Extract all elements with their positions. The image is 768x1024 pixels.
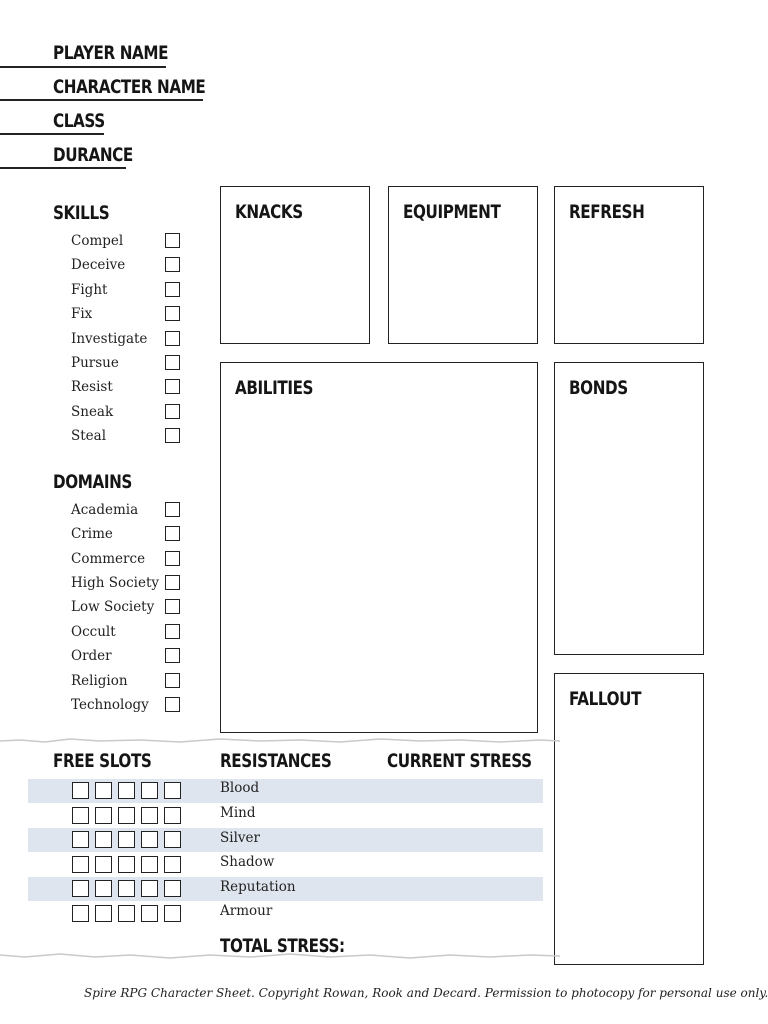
skill-checkbox[interactable]: [165, 355, 180, 370]
abilities-heading: ABILITIES: [235, 377, 314, 399]
domain-checkbox[interactable]: [165, 624, 180, 639]
domain-label: Technology: [71, 697, 149, 713]
domains-heading: DOMAINS: [53, 471, 132, 493]
domain-label: Religion: [71, 673, 128, 689]
domain-label: Academia: [71, 502, 139, 518]
current-stress-heading: CURRENT STRESS: [387, 750, 532, 772]
resistance-label: Shadow: [220, 854, 275, 870]
free-slot-box[interactable]: [141, 807, 158, 824]
fallout-panel[interactable]: [554, 673, 704, 965]
skill-checkbox[interactable]: [165, 331, 180, 346]
domain-checkbox[interactable]: [165, 697, 180, 712]
free-slot-box[interactable]: [164, 856, 181, 873]
refresh-heading: REFRESH: [569, 201, 645, 223]
abilities-panel[interactable]: [220, 362, 538, 733]
knacks-panel[interactable]: [220, 186, 370, 344]
skill-label: Pursue: [71, 355, 119, 371]
domain-checkbox[interactable]: [165, 648, 180, 663]
resistance-label: Mind: [220, 805, 256, 821]
free-slot-box[interactable]: [141, 905, 158, 922]
free-slot-box[interactable]: [164, 831, 181, 848]
skill-checkbox[interactable]: [165, 428, 180, 443]
player-name-label: PLAYER NAME: [53, 42, 169, 64]
domain-label: Occult: [71, 624, 116, 640]
fallout-heading: FALLOUT: [569, 688, 642, 710]
total-stress-label: TOTAL STRESS:: [220, 935, 345, 957]
bonds-panel[interactable]: [554, 362, 704, 655]
resistance-label: Armour: [220, 903, 273, 919]
skill-label: Compel: [71, 233, 124, 249]
player-name-field[interactable]: [0, 66, 166, 68]
skill-checkbox[interactable]: [165, 257, 180, 272]
free-slot-box[interactable]: [118, 831, 135, 848]
free-slot-box[interactable]: [72, 905, 89, 922]
domain-label: Commerce: [71, 551, 146, 567]
free-slot-box[interactable]: [118, 905, 135, 922]
skill-checkbox[interactable]: [165, 233, 180, 248]
durance-field[interactable]: [0, 167, 126, 169]
equipment-heading: EQUIPMENT: [403, 201, 501, 223]
skill-label: Fight: [71, 282, 108, 298]
skill-label: Deceive: [71, 257, 126, 273]
character-name-field[interactable]: [0, 99, 203, 101]
skill-label: Steal: [71, 428, 107, 444]
domain-label: Low Society: [71, 599, 155, 615]
domain-checkbox[interactable]: [165, 551, 180, 566]
class-field[interactable]: [0, 133, 104, 135]
free-slot-box[interactable]: [164, 905, 181, 922]
free-slot-box[interactable]: [72, 831, 89, 848]
free-slot-box[interactable]: [72, 782, 89, 799]
domain-checkbox[interactable]: [165, 599, 180, 614]
resistance-label: Blood: [220, 780, 260, 796]
free-slot-box[interactable]: [164, 782, 181, 799]
domain-label: Order: [71, 648, 112, 664]
skill-label: Sneak: [71, 404, 114, 420]
free-slot-box[interactable]: [95, 880, 112, 897]
domain-checkbox[interactable]: [165, 673, 180, 688]
resistance-label: Silver: [220, 830, 260, 846]
skill-checkbox[interactable]: [165, 306, 180, 321]
bonds-heading: BONDS: [569, 377, 628, 399]
skill-label: Investigate: [71, 331, 148, 347]
skill-checkbox[interactable]: [165, 282, 180, 297]
free-slot-box[interactable]: [118, 807, 135, 824]
torn-edge-top: [0, 736, 560, 744]
skills-heading: SKILLS: [53, 202, 110, 224]
skill-label: Fix: [71, 306, 93, 322]
refresh-panel[interactable]: [554, 186, 704, 344]
domain-checkbox[interactable]: [165, 526, 180, 541]
resistances-heading: RESISTANCES: [220, 750, 332, 772]
free-slot-box[interactable]: [72, 856, 89, 873]
character-name-label: CHARACTER NAME: [53, 76, 206, 98]
free-slot-box[interactable]: [72, 880, 89, 897]
skill-checkbox[interactable]: [165, 404, 180, 419]
domain-label: Crime: [71, 526, 113, 542]
skill-label: Resist: [71, 379, 113, 395]
free-slot-box[interactable]: [164, 880, 181, 897]
free-slot-box[interactable]: [141, 831, 158, 848]
free-slot-box[interactable]: [95, 807, 112, 824]
knacks-heading: KNACKS: [235, 201, 303, 223]
domain-checkbox[interactable]: [165, 502, 180, 517]
equipment-panel[interactable]: [388, 186, 538, 344]
free-slot-box[interactable]: [95, 782, 112, 799]
free-slot-box[interactable]: [141, 782, 158, 799]
durance-label: DURANCE: [53, 144, 133, 166]
free-slot-box[interactable]: [118, 880, 135, 897]
free-slots-heading: FREE SLOTS: [53, 750, 152, 772]
skill-checkbox[interactable]: [165, 379, 180, 394]
resistance-label: Reputation: [220, 879, 296, 895]
free-slot-box[interactable]: [72, 807, 89, 824]
domain-checkbox[interactable]: [165, 575, 180, 590]
free-slot-box[interactable]: [95, 831, 112, 848]
free-slot-box[interactable]: [141, 880, 158, 897]
class-label: CLASS: [53, 110, 105, 132]
free-slot-box[interactable]: [164, 807, 181, 824]
domain-label: High Society: [71, 575, 160, 591]
free-slot-box[interactable]: [118, 782, 135, 799]
free-slot-box[interactable]: [95, 905, 112, 922]
free-slot-box[interactable]: [95, 856, 112, 873]
copyright-footer: Spire RPG Character Sheet. Copyright Rowan, Rook and Decard. Permission to photocopy for personal use only.: [84, 986, 768, 1000]
free-slot-box[interactable]: [141, 856, 158, 873]
free-slot-box[interactable]: [118, 856, 135, 873]
